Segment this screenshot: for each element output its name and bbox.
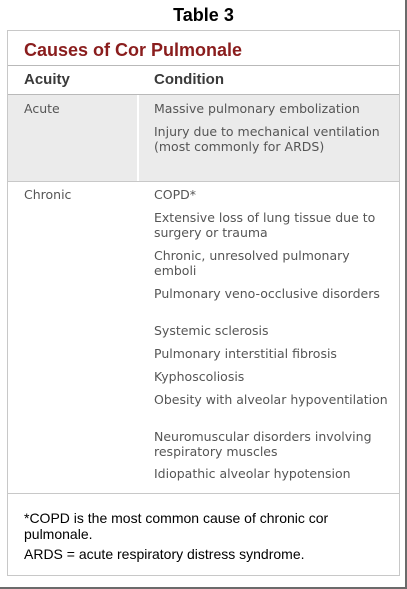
table-number: Table 3: [173, 5, 234, 25]
condition-item: Neuromuscular disorders involving respiratory muscles: [154, 429, 372, 459]
title-divider: [8, 65, 399, 66]
header-acuity: Acuity: [24, 71, 70, 88]
condition-item: Obesity with alveolar hypoventilation: [154, 392, 388, 407]
condition-item: Pulmonary interstitial fibrosis: [154, 346, 337, 361]
acute-column-divider: [137, 95, 139, 181]
condition-item: Massive pulmonary embolization: [154, 101, 360, 116]
table-card: [7, 30, 400, 576]
footnote-ards: ARDS = acute respiratory distress syndrome.: [24, 546, 305, 562]
condition-item: COPD*: [154, 187, 196, 202]
table-title: Causes of Cor Pulmonale: [24, 40, 243, 60]
condition-item: Idiopathic alveolar hypotension: [154, 466, 351, 481]
acuity-chronic: Chronic: [24, 187, 72, 202]
chronic-column-divider: [137, 182, 139, 492]
section-divider: [8, 181, 399, 182]
condition-item: Injury due to mechanical ventilation (most commonly for ARDS): [154, 124, 380, 154]
condition-item: Extensive loss of lung tissue due to surgery or trauma: [154, 210, 376, 240]
condition-item: Systemic sclerosis: [154, 323, 269, 338]
header-condition: Condition: [154, 71, 224, 88]
condition-item: Chronic, unresolved pulmonary emboli: [154, 248, 350, 278]
condition-item: Kyphoscoliosis: [154, 369, 245, 384]
footnote-divider: [8, 493, 399, 494]
acuity-acute: Acute: [24, 101, 60, 116]
footnote-copd: *COPD is the most common cause of chronic cor pulmonale.: [24, 510, 329, 542]
condition-item: Pulmonary veno-occlusive disorders: [154, 286, 380, 301]
